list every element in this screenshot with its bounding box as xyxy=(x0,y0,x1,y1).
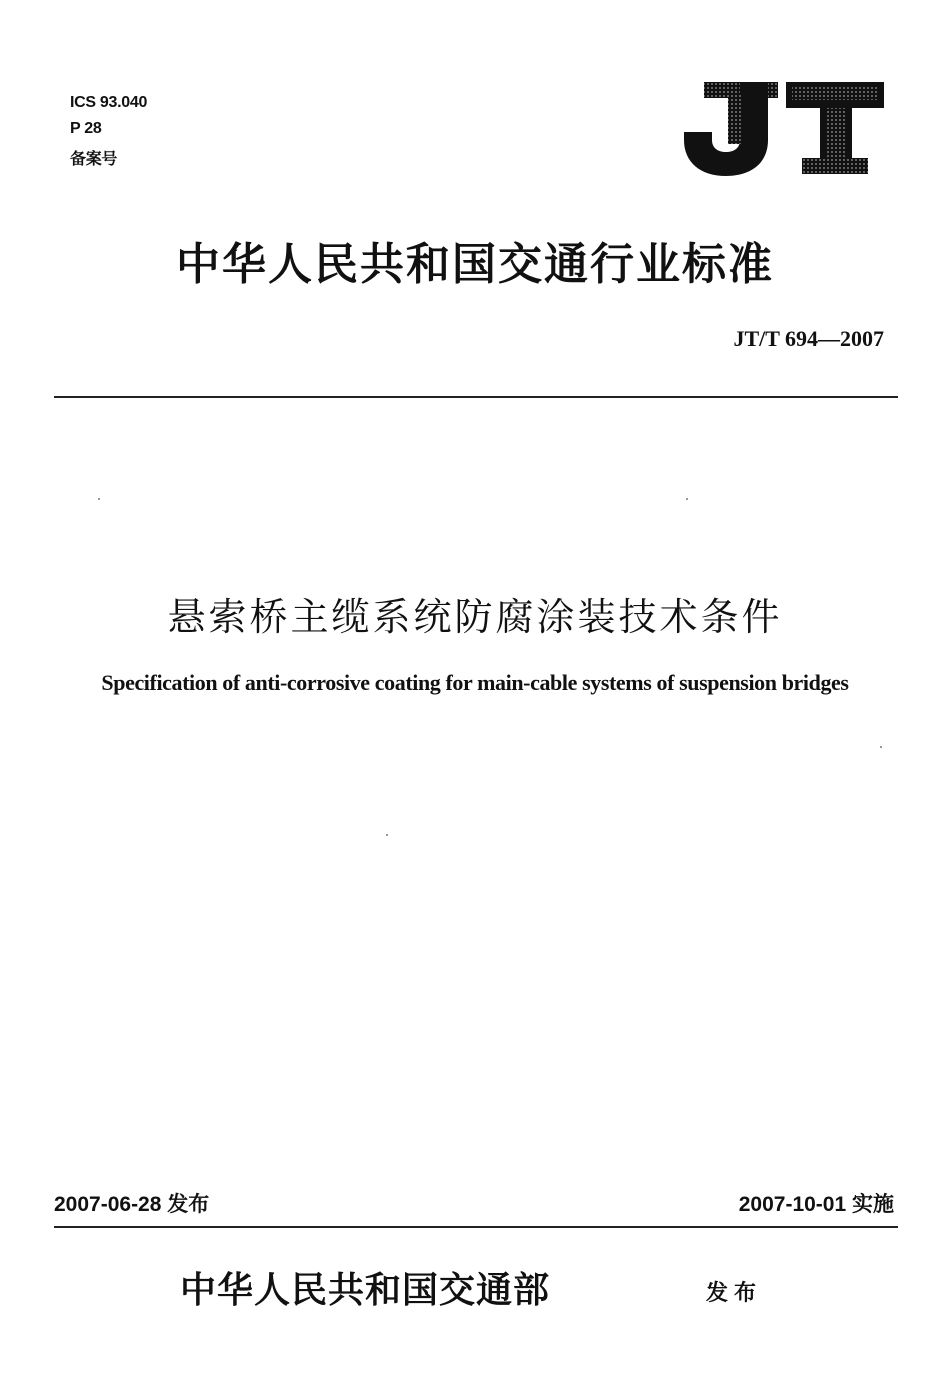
jt-logo-graphic xyxy=(682,78,887,178)
issue-date: 2007-06-28 发布 xyxy=(54,1193,210,1216)
category-code: P 28 xyxy=(70,120,102,137)
record-number-label: 备案号 xyxy=(70,151,118,168)
standard-title: 中华人民共和国交通行业标准 xyxy=(176,239,774,290)
standard-code: JT/T 694—2007 xyxy=(733,326,884,351)
scan-speck xyxy=(880,746,882,748)
top-divider xyxy=(54,396,898,398)
bottom-divider xyxy=(54,1226,898,1228)
scan-speck xyxy=(98,498,100,500)
scan-speck xyxy=(686,498,688,500)
effective-date: 2007-10-01 实施 xyxy=(738,1193,894,1216)
ics-code: ICS 93.040 xyxy=(70,94,148,111)
publisher-name: 中华人民共和国交通部 xyxy=(180,1269,551,1311)
scan-speck xyxy=(386,834,388,836)
jt-logo xyxy=(682,78,887,178)
document-title-chinese: 悬索桥主缆系统防腐涂装技术条件 xyxy=(167,595,783,639)
publish-label: 发布 xyxy=(706,1281,763,1306)
document-title-english: Specification of anti-corrosive coating for main-cable systems of suspension bridges xyxy=(101,670,849,695)
